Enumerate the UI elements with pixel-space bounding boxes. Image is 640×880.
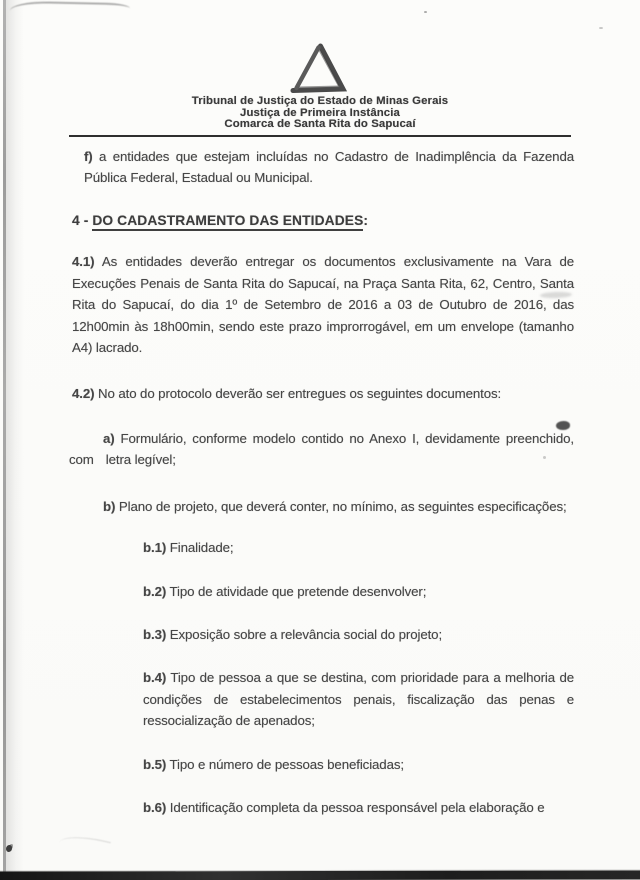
clause-a-hanging-word: com [69, 452, 94, 468]
clause-b1-text: Finalidade; [169, 540, 234, 556]
paragraph-line [72, 251, 574, 273]
letterhead-line-3: Comarca de Santa Rita do Sapucaí [224, 118, 416, 131]
tjmg-triangle-logo [0, 42, 640, 92]
paragraph-line [103, 496, 574, 518]
paragraph-line [143, 754, 574, 776]
paragraph-line: Rita do Sapucaí, do dia 1º de Setembro de 2016 a 03 de Outubro de 2016, das [72, 297, 574, 313]
paragraph-line: Execuções Penais de Santa Rita do Sapucaí, na Praça Santa Rita, 62, Centro, Santa [72, 275, 574, 291]
scan-bottom-edge-band [0, 870, 640, 880]
paragraph-line [143, 667, 574, 689]
clause-4-1-label: 4.1) [72, 253, 95, 269]
clause-b1-item [143, 537, 574, 559]
scan-scratch [59, 830, 111, 855]
section-4-number: 4 - [72, 212, 93, 228]
clause-b3-item [143, 624, 574, 646]
clause-b6-text: Identificação completa da pessoa responsável pela elaboração e [169, 800, 545, 816]
clause-a-paragraph [69, 428, 575, 471]
clause-b-paragraph [103, 496, 574, 518]
letterhead [0, 0, 640, 137]
letterhead-line-1: Tribunal de Justiça do Estado de Minas Gerais [191, 95, 449, 107]
clause-b4-item [143, 667, 574, 732]
paragraph-line [143, 797, 574, 819]
section-4-colon: : [363, 212, 369, 228]
clause-a-line2-text: letra legível; [105, 452, 176, 468]
section-4-heading [72, 210, 574, 232]
clause-b3-text: Exposição sobre a relevância social do projeto; [169, 626, 443, 642]
paragraph-line [103, 428, 574, 450]
document-body [0, 137, 640, 819]
clause-a-text: Formulário, conforme modelo contido no Anexo I, devidamente preenchido, [120, 430, 575, 446]
clause-b6-item [143, 797, 574, 819]
paragraph-line [69, 449, 574, 471]
paragraph-line [143, 537, 574, 559]
clause-f-label: f) [84, 148, 93, 164]
clause-b5-item [143, 754, 574, 776]
letterhead-line-2: Justiça de Primeira Instância [240, 106, 400, 119]
clause-a-label: a) [103, 430, 115, 446]
clause-b4-text: Tipo de pessoa a que se destina, com prioridade para a melhoria de [170, 670, 574, 686]
clause-b2-text: Tipo de atividade que pretende desenvolver; [169, 583, 427, 599]
scan-speck [543, 456, 546, 459]
paragraph-line: condições de estabelecimentos penais, fiscalização das penas e [143, 691, 574, 707]
clause-f-text: a entidades que estejam incluídas no Cadastro de Inadimplência da Fazenda [99, 148, 575, 164]
paragraph-line [84, 146, 574, 168]
clause-b-label: b) [103, 498, 116, 514]
clause-b-text: Plano de projeto, que deverá conter, no mínimo, as seguintes especificações; [118, 498, 567, 514]
clause-4-2-paragraph [72, 383, 574, 405]
clause-b6-label: b.6) [143, 800, 167, 816]
clause-b2-item [143, 581, 574, 603]
clause-4-2-label: 4.2) [72, 385, 95, 401]
paragraph-line [143, 624, 574, 646]
clause-b3-label: b.3) [143, 626, 167, 642]
clause-f-paragraph [84, 146, 574, 189]
paragraph-line: Pública Federal, Estadual ou Municipal. [84, 170, 313, 186]
paragraph-line: A4) lacrado. [72, 340, 143, 356]
clause-b2-label: b.2) [143, 583, 167, 599]
letterhead-rule [69, 135, 571, 137]
paragraph-line [143, 581, 574, 603]
section-4-title: DO CADASTRAMENTO DAS ENTIDADES [92, 213, 363, 231]
clause-b5-text: Tipo e número de pessoas beneficiadas; [169, 756, 404, 772]
clause-b4-label: b.4) [143, 670, 167, 686]
ink-blot-artifact [556, 421, 570, 430]
paragraph-line: ressocialização de apenados; [143, 713, 315, 729]
clause-4-1-text: As entidades deverão entregar os documentos exclusivamente na Vara de [101, 253, 574, 269]
clause-4-2-text: No ato do protocolo deverão ser entregues os seguintes documentos: [98, 385, 502, 401]
clause-b5-label: b.5) [143, 756, 167, 772]
paragraph-line: 12h00min às 18h00min, sendo este prazo improrrogável, em um envelope (tamanho [72, 318, 574, 334]
clause-b1-label: b.1) [143, 540, 167, 556]
clause-4-1-paragraph [72, 251, 574, 359]
paragraph-line [72, 383, 574, 405]
